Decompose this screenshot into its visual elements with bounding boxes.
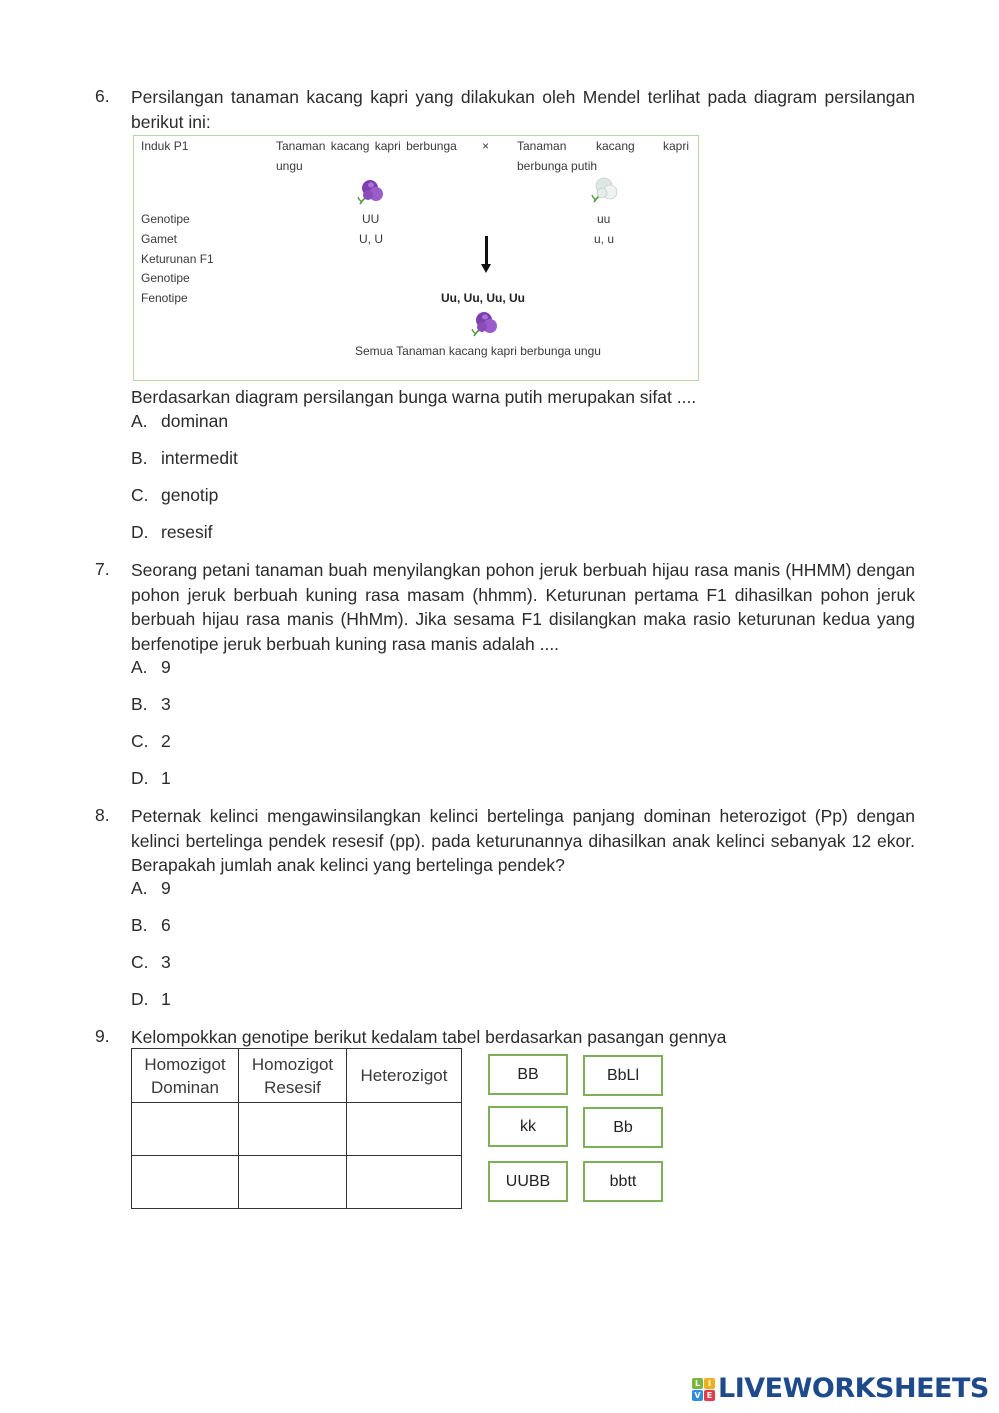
q6-option-a[interactable] — [131, 411, 228, 432]
q8-option-d[interactable] — [131, 989, 171, 1010]
option-letter: A. — [131, 878, 148, 898]
option-letter: B. — [131, 448, 148, 468]
header-homozigot-resesif — [239, 1049, 347, 1103]
option-text: resesif — [161, 522, 213, 542]
option-letter: D. — [131, 989, 149, 1009]
q8-option-a[interactable] — [131, 878, 171, 899]
option-letter: C. — [131, 731, 149, 751]
question-9-text: Kelompokkan genotipe berikut kedalam tabel berdasarkan pasangan gennya — [131, 1027, 727, 1047]
option-text: 1 — [161, 768, 171, 788]
down-arrow-icon — [485, 236, 488, 266]
purple-flower-icon — [470, 310, 500, 338]
q6-option-b[interactable] — [131, 448, 238, 469]
question-8-number: 8. — [95, 805, 110, 825]
purple-flower-icon — [356, 178, 386, 206]
option-letter: D. — [131, 768, 149, 788]
question-9-number: 9. — [95, 1026, 110, 1046]
label-genotipe: Genotipe — [141, 212, 190, 226]
genotype-table — [131, 1048, 462, 1209]
drop-cell-heterozigot-2[interactable] — [347, 1156, 462, 1209]
header-line: Homozigot — [144, 1054, 226, 1074]
option-text: 9 — [161, 878, 171, 898]
parent1-desc-line2: ungu — [276, 159, 303, 173]
draggable-chip-bb[interactable]: BB — [488, 1054, 568, 1095]
parent1-genotype: UU — [362, 212, 380, 226]
drop-cell-resesif-2[interactable] — [239, 1156, 347, 1209]
header-line: Resesif — [264, 1077, 321, 1097]
table-row — [132, 1156, 462, 1209]
q8-option-b[interactable] — [131, 915, 171, 936]
parent2-desc-word3: kapri — [663, 139, 690, 153]
option-text: 1 — [161, 989, 171, 1009]
drop-cell-dominan-2[interactable] — [132, 1156, 239, 1209]
table-header-row — [132, 1049, 462, 1103]
parent2-gamet: u, u — [594, 232, 615, 246]
option-letter: A. — [131, 657, 148, 677]
parent2-desc-word1: Tanaman — [517, 139, 567, 153]
option-text: 3 — [161, 952, 171, 972]
draggable-chip-uubb[interactable]: UUBB — [488, 1161, 568, 1202]
draggable-chip-kk[interactable]: kk — [488, 1106, 568, 1147]
drop-cell-resesif-1[interactable] — [239, 1103, 347, 1156]
draggable-chip-bbtt[interactable]: bbtt — [583, 1161, 663, 1202]
label-induk: Induk P1 — [141, 139, 189, 153]
parent2-desc-line2: berbunga putih — [517, 159, 598, 173]
option-letter: D. — [131, 522, 149, 542]
white-flower-icon — [590, 176, 620, 204]
parent2-desc-word2: kacang — [596, 139, 635, 153]
option-text: 2 — [161, 731, 171, 751]
label-genotipe-f1: Genotipe — [141, 271, 190, 285]
question-7-text: Seorang petani tanaman buah menyilangkan pohon jeruk berbuah hijau rasa manis (HHMM) dengan pohon jeruk berbuah kuning rasa masam (hhmm). Keturunan pertama F1 dihasilkan pohon jeruk berbuah hijau rasa manis (HhMm). Jika sesama F1 disilangkan maka rasio keturunan kedua yang berfenotipe jeruk berbuah kuning rasa manis adalah .... — [131, 560, 915, 654]
option-text: genotip — [161, 485, 219, 505]
question-6-text: Persilangan tanaman kacang kapri yang dilakukan oleh Mendel terlihat pada diagram persilangan berikut ini: — [131, 87, 915, 132]
header-line: Homozigot — [251, 1054, 334, 1074]
parent1-gamet: U, U — [359, 232, 383, 246]
q8-option-c[interactable] — [131, 952, 171, 973]
option-text: intermedit — [161, 448, 238, 468]
option-text: dominan — [161, 411, 229, 431]
logo-letter-l: L — [692, 1378, 703, 1389]
option-letter: B. — [131, 915, 148, 935]
question-8-text: Peternak kelinci mengawinsilangkan kelinci bertelinga panjang dominan heterozigot (Pp) dengan kelinci bertelinga pendek resesif (pp). pada keturunannya dihasilkan anak kelinci sebanyak 12 ekor. Berapakah jumlah anak kelinci yang bertelinga pendek? — [131, 806, 915, 875]
option-letter: A. — [131, 411, 148, 431]
option-letter: C. — [131, 952, 149, 972]
parent1-desc-line1: Tanaman kacang kapri berbunga — [276, 139, 457, 153]
question-6-prompt: Berdasarkan diagram persilangan bunga warna putih merupakan sifat .... — [131, 387, 697, 407]
option-text: 6 — [161, 915, 171, 935]
draggable-chip-bbll[interactable]: BbLl — [583, 1055, 663, 1096]
header-line: Heterozigot — [360, 1066, 448, 1085]
draggable-chip-bb-hetero[interactable]: Bb — [583, 1107, 663, 1148]
f1-caption: Semua Tanaman kacang kapri berbunga ungu — [355, 344, 601, 358]
header-homozigot-dominan — [132, 1049, 239, 1103]
drop-cell-heterozigot-1[interactable] — [347, 1103, 462, 1156]
parent2-genotype: uu — [597, 212, 611, 226]
option-text: 9 — [161, 657, 171, 677]
option-text: 3 — [161, 694, 171, 714]
drop-cell-dominan-1[interactable] — [132, 1103, 239, 1156]
q6-option-d[interactable] — [131, 522, 213, 543]
logo-letter-e: E — [704, 1390, 715, 1401]
q7-option-d[interactable] — [131, 768, 171, 789]
arrow-head — [481, 264, 491, 273]
option-letter: B. — [131, 694, 148, 714]
header-heterozigot — [347, 1049, 462, 1103]
cross-symbol: × — [482, 139, 490, 153]
q7-option-c[interactable] — [131, 731, 171, 752]
q7-option-b[interactable] — [131, 694, 171, 715]
question-6-number: 6. — [95, 86, 110, 106]
label-keturunan-f1: Keturunan F1 — [141, 252, 214, 266]
header-line: Dominan — [150, 1077, 220, 1097]
label-gamet: Gamet — [141, 232, 178, 246]
option-letter: C. — [131, 485, 149, 505]
question-7-number: 7. — [95, 559, 110, 579]
logo-letter-v: V — [692, 1390, 703, 1401]
q7-option-a[interactable] — [131, 657, 171, 678]
logo-text: LIVEWORKSHEETS — [718, 1373, 989, 1404]
liveworksheets-logo — [692, 1373, 989, 1404]
label-fenotipe: Fenotipe — [141, 291, 188, 305]
table-row — [132, 1103, 462, 1156]
cross-diagram — [133, 135, 699, 381]
q6-option-c[interactable] — [131, 485, 218, 506]
f1-genotype: Uu, Uu, Uu, Uu — [441, 291, 525, 305]
logo-icon — [692, 1378, 715, 1401]
logo-letter-i: I — [704, 1378, 715, 1389]
